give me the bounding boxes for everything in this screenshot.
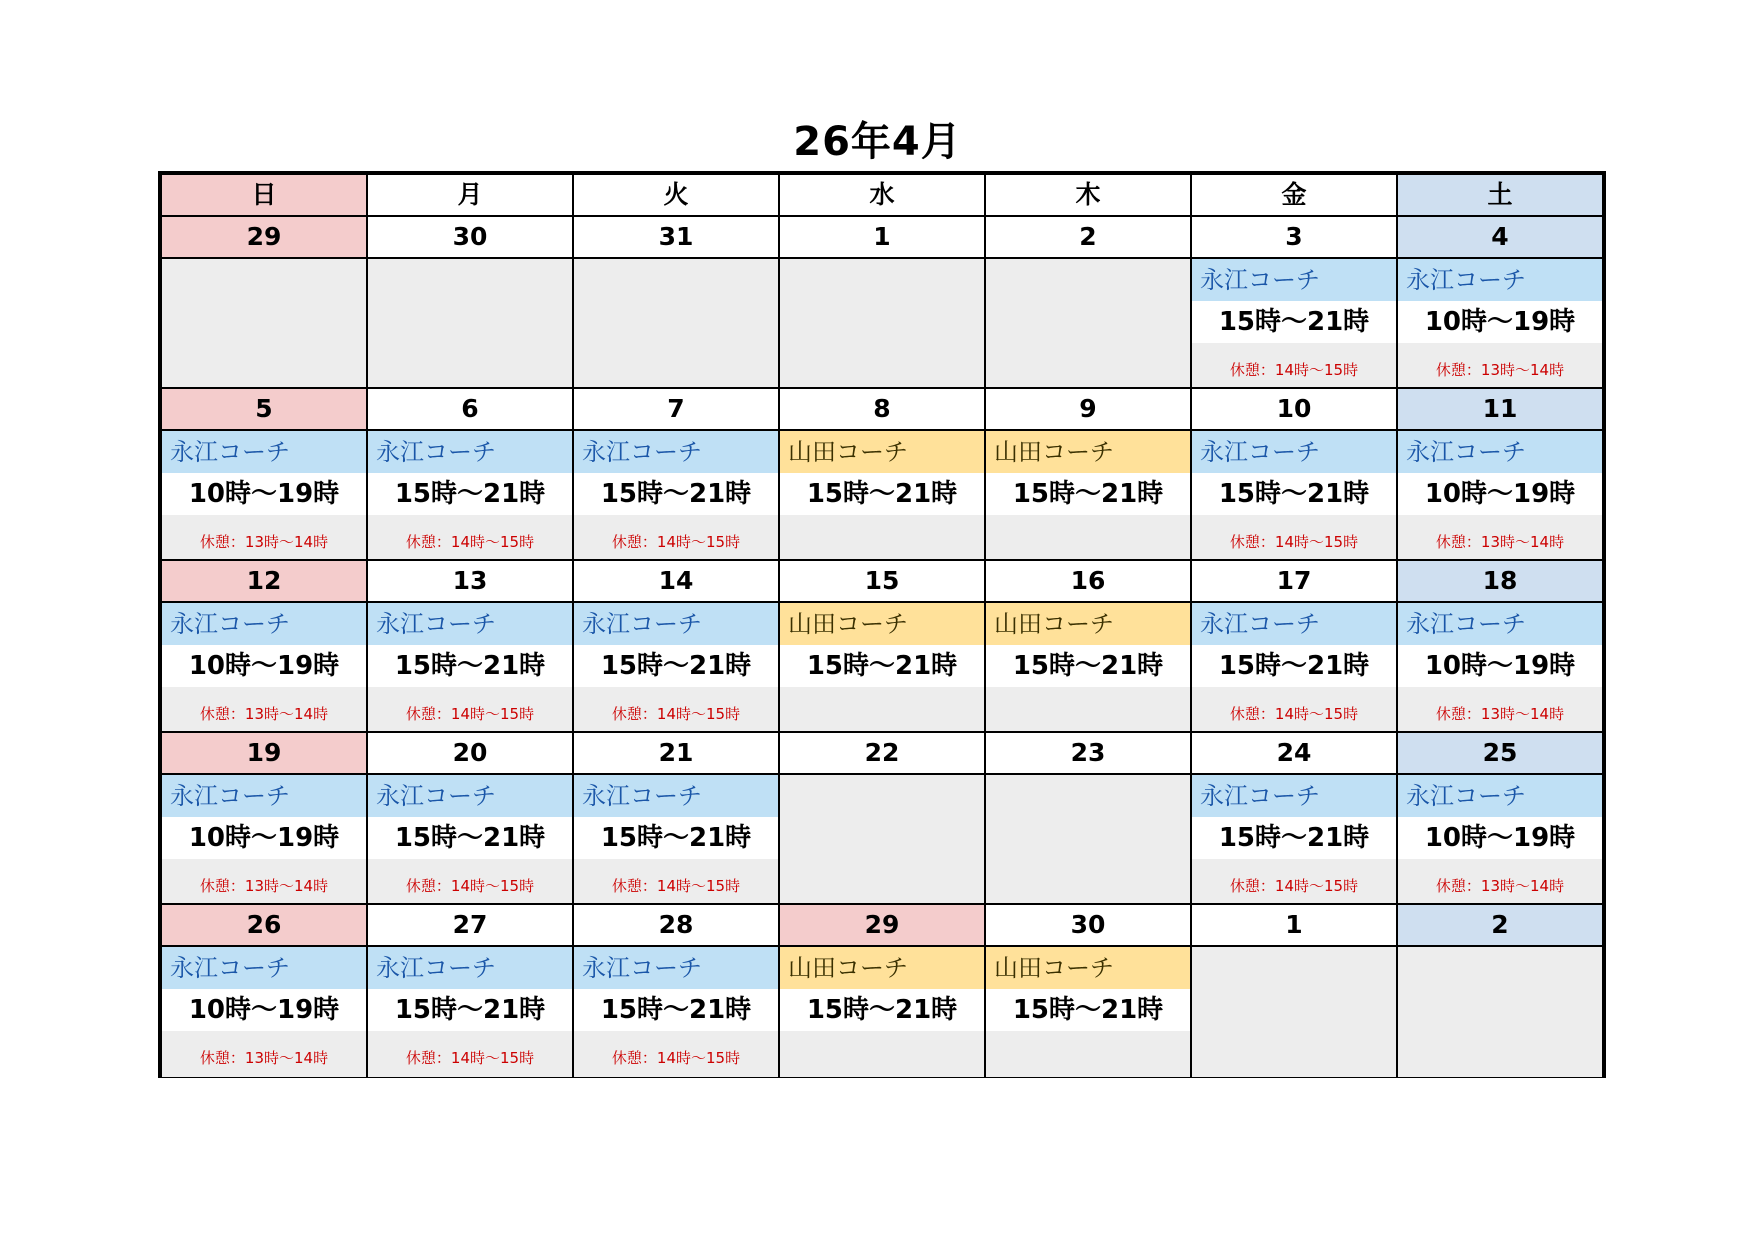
coach-hours: 10時～19時 xyxy=(162,645,366,687)
day-cell xyxy=(986,389,1192,559)
day-number: 31 xyxy=(574,217,778,259)
coach-name: 永江コーチ xyxy=(1398,775,1602,817)
day-number: 1 xyxy=(780,217,984,259)
day-number: 4 xyxy=(1398,217,1602,259)
day-schedule xyxy=(162,431,366,559)
week-row xyxy=(162,217,1602,389)
coach-hours: 15時～21時 xyxy=(780,645,984,687)
coach-hours: 10時～19時 xyxy=(1398,645,1602,687)
day-schedule xyxy=(1398,431,1602,559)
day-cell xyxy=(162,733,368,903)
day-number: 30 xyxy=(986,905,1190,947)
break-time: 休憩：14時～15時 xyxy=(1229,533,1359,551)
day-schedule xyxy=(574,947,778,1077)
calendar-grid xyxy=(158,171,1606,1078)
coach-hours: 10時～19時 xyxy=(162,989,366,1031)
day-schedule xyxy=(162,603,366,731)
coach-hours: 15時～21時 xyxy=(368,645,572,687)
day-schedule xyxy=(368,603,572,731)
day-schedule xyxy=(780,259,984,387)
day-cell xyxy=(1398,561,1602,731)
day-schedule xyxy=(1192,259,1396,387)
day-cell xyxy=(1192,561,1398,731)
day-cell xyxy=(368,905,574,1077)
day-schedule xyxy=(368,259,572,387)
coach-hours: 15時～21時 xyxy=(368,989,572,1031)
coach-hours: 15時～21時 xyxy=(1192,645,1396,687)
day-cell xyxy=(162,389,368,559)
coach-name: 永江コーチ xyxy=(574,431,778,473)
coach-name: 山田コーチ xyxy=(986,603,1190,645)
coach-name: 山田コーチ xyxy=(780,431,984,473)
day-cell xyxy=(368,561,574,731)
coach-name: 永江コーチ xyxy=(162,947,366,989)
day-number: 21 xyxy=(574,733,778,775)
coach-name: 永江コーチ xyxy=(1398,603,1602,645)
coach-hours: 15時～21時 xyxy=(1192,301,1396,343)
day-schedule xyxy=(1192,431,1396,559)
day-schedule xyxy=(1398,947,1602,1077)
day-number: 11 xyxy=(1398,389,1602,431)
day-cell xyxy=(780,733,986,903)
day-cell xyxy=(368,217,574,387)
coach-name: 永江コーチ xyxy=(1192,259,1396,301)
coach-hours: 15時～21時 xyxy=(780,989,984,1031)
day-number: 20 xyxy=(368,733,572,775)
coach-name: 永江コーチ xyxy=(162,603,366,645)
day-number: 10 xyxy=(1192,389,1396,431)
coach-name: 永江コーチ xyxy=(368,431,572,473)
coach-hours: 10時～19時 xyxy=(1398,817,1602,859)
day-number: 18 xyxy=(1398,561,1602,603)
day-schedule xyxy=(162,947,366,1077)
day-schedule xyxy=(1192,775,1396,903)
coach-name: 山田コーチ xyxy=(986,431,1190,473)
coach-name: 永江コーチ xyxy=(162,431,366,473)
break-time: 休憩：14時～15時 xyxy=(405,533,535,551)
coach-hours: 15時～21時 xyxy=(986,989,1190,1031)
coach-hours: 15時～21時 xyxy=(574,645,778,687)
day-cell xyxy=(574,905,780,1077)
coach-name: 永江コーチ xyxy=(1398,431,1602,473)
coach-name: 永江コーチ xyxy=(1398,259,1602,301)
weekday-header-row xyxy=(162,175,1602,217)
day-number: 25 xyxy=(1398,733,1602,775)
coach-name: 永江コーチ xyxy=(1192,603,1396,645)
break-time: 休憩：13時～14時 xyxy=(199,1049,329,1067)
day-number: 7 xyxy=(574,389,778,431)
coach-name: 永江コーチ xyxy=(574,775,778,817)
coach-hours: 10時～19時 xyxy=(1398,473,1602,515)
day-cell xyxy=(162,561,368,731)
weekday-sat: 土 xyxy=(1398,175,1602,215)
day-cell xyxy=(986,733,1192,903)
day-schedule xyxy=(1192,603,1396,731)
coach-hours: 15時～21時 xyxy=(986,473,1190,515)
day-cell xyxy=(780,217,986,387)
coach-hours: 10時～19時 xyxy=(162,473,366,515)
day-schedule xyxy=(986,775,1190,903)
day-cell xyxy=(162,905,368,1077)
coach-name: 山田コーチ xyxy=(780,603,984,645)
weekday-wed: 水 xyxy=(780,175,986,215)
weekday-tue: 火 xyxy=(574,175,780,215)
break-time: 休憩：13時～14時 xyxy=(1435,533,1565,551)
coach-name: 永江コーチ xyxy=(1192,431,1396,473)
day-schedule xyxy=(986,603,1190,731)
day-schedule xyxy=(574,603,778,731)
day-cell xyxy=(780,389,986,559)
weekday-sun: 日 xyxy=(162,175,368,215)
day-number: 13 xyxy=(368,561,572,603)
break-time: 休憩：13時～14時 xyxy=(1435,877,1565,895)
day-number: 26 xyxy=(162,905,366,947)
day-schedule xyxy=(368,947,572,1077)
day-number: 24 xyxy=(1192,733,1396,775)
coach-hours: 15時～21時 xyxy=(574,989,778,1031)
day-number: 9 xyxy=(986,389,1190,431)
day-schedule xyxy=(780,947,984,1077)
coach-hours: 15時～21時 xyxy=(780,473,984,515)
day-number: 19 xyxy=(162,733,366,775)
day-schedule xyxy=(162,259,366,387)
day-number: 5 xyxy=(162,389,366,431)
day-number: 14 xyxy=(574,561,778,603)
day-number: 1 xyxy=(1192,905,1396,947)
coach-name: 山田コーチ xyxy=(986,947,1190,989)
break-time: 休憩：13時～14時 xyxy=(199,877,329,895)
day-cell xyxy=(574,561,780,731)
day-schedule xyxy=(780,775,984,903)
coach-hours: 15時～21時 xyxy=(986,645,1190,687)
week-row xyxy=(162,389,1602,561)
day-cell xyxy=(574,389,780,559)
day-number: 2 xyxy=(986,217,1190,259)
break-time: 休憩：13時～14時 xyxy=(199,533,329,551)
coach-name: 永江コーチ xyxy=(1192,775,1396,817)
day-cell xyxy=(986,561,1192,731)
day-schedule xyxy=(986,259,1190,387)
break-time: 休憩：13時～14時 xyxy=(199,705,329,723)
day-schedule xyxy=(1398,259,1602,387)
coach-hours: 15時～21時 xyxy=(574,817,778,859)
day-number: 12 xyxy=(162,561,366,603)
calendar-title: 26年4月 xyxy=(793,119,962,165)
week-row xyxy=(162,905,1602,1077)
break-time: 休憩：14時～15時 xyxy=(611,877,741,895)
day-cell xyxy=(1398,217,1602,387)
day-schedule xyxy=(986,947,1190,1077)
break-time: 休憩：14時～15時 xyxy=(405,877,535,895)
day-number: 3 xyxy=(1192,217,1396,259)
day-cell xyxy=(986,905,1192,1077)
day-cell xyxy=(368,389,574,559)
day-number: 17 xyxy=(1192,561,1396,603)
coach-name: 永江コーチ xyxy=(368,775,572,817)
day-cell xyxy=(1192,217,1398,387)
day-schedule xyxy=(368,431,572,559)
coach-name: 永江コーチ xyxy=(162,775,366,817)
day-number: 23 xyxy=(986,733,1190,775)
break-time: 休憩：14時～15時 xyxy=(611,1049,741,1067)
coach-name: 永江コーチ xyxy=(574,603,778,645)
day-schedule xyxy=(368,775,572,903)
day-number: 28 xyxy=(574,905,778,947)
coach-hours: 15時～21時 xyxy=(1192,473,1396,515)
weekday-fri: 金 xyxy=(1192,175,1398,215)
break-time: 休憩：14時～15時 xyxy=(1229,705,1359,723)
day-cell xyxy=(780,561,986,731)
day-number: 29 xyxy=(162,217,366,259)
break-time: 休憩：13時～14時 xyxy=(1435,361,1565,379)
day-cell xyxy=(1192,905,1398,1077)
day-number: 8 xyxy=(780,389,984,431)
break-time: 休憩：14時～15時 xyxy=(405,705,535,723)
day-schedule xyxy=(574,775,778,903)
day-cell xyxy=(574,217,780,387)
break-time: 休憩：14時～15時 xyxy=(611,705,741,723)
day-cell xyxy=(574,733,780,903)
day-number: 30 xyxy=(368,217,572,259)
break-time: 休憩：14時～15時 xyxy=(1229,877,1359,895)
coach-hours: 15時～21時 xyxy=(368,473,572,515)
coach-name: 永江コーチ xyxy=(368,603,572,645)
coach-hours: 15時～21時 xyxy=(368,817,572,859)
day-number: 2 xyxy=(1398,905,1602,947)
day-number: 22 xyxy=(780,733,984,775)
day-number: 27 xyxy=(368,905,572,947)
day-schedule xyxy=(162,775,366,903)
day-number: 6 xyxy=(368,389,572,431)
coach-name: 永江コーチ xyxy=(574,947,778,989)
day-schedule xyxy=(1192,947,1396,1077)
day-schedule xyxy=(574,431,778,559)
day-schedule xyxy=(1398,603,1602,731)
weekday-thu: 木 xyxy=(986,175,1192,215)
break-time: 休憩：13時～14時 xyxy=(1435,705,1565,723)
day-number: 15 xyxy=(780,561,984,603)
day-cell xyxy=(1398,905,1602,1077)
week-row xyxy=(162,561,1602,733)
day-cell xyxy=(1398,733,1602,903)
weekday-mon: 月 xyxy=(368,175,574,215)
break-time: 休憩：14時～15時 xyxy=(405,1049,535,1067)
day-cell xyxy=(1398,389,1602,559)
day-schedule xyxy=(986,431,1190,559)
day-schedule xyxy=(1398,775,1602,903)
day-number: 29 xyxy=(780,905,984,947)
week-row xyxy=(162,733,1602,905)
coach-name: 永江コーチ xyxy=(368,947,572,989)
day-schedule xyxy=(780,603,984,731)
day-cell xyxy=(162,217,368,387)
break-time: 休憩：14時～15時 xyxy=(1229,361,1359,379)
day-cell xyxy=(1192,389,1398,559)
day-number: 16 xyxy=(986,561,1190,603)
break-time: 休憩：14時～15時 xyxy=(611,533,741,551)
day-cell xyxy=(1192,733,1398,903)
coach-hours: 10時～19時 xyxy=(162,817,366,859)
day-cell xyxy=(368,733,574,903)
coach-name: 山田コーチ xyxy=(780,947,984,989)
day-cell xyxy=(986,217,1192,387)
day-schedule xyxy=(574,259,778,387)
coach-hours: 15時～21時 xyxy=(1192,817,1396,859)
day-schedule xyxy=(780,431,984,559)
coach-hours: 15時～21時 xyxy=(574,473,778,515)
day-cell xyxy=(780,905,986,1077)
coach-hours: 10時～19時 xyxy=(1398,301,1602,343)
